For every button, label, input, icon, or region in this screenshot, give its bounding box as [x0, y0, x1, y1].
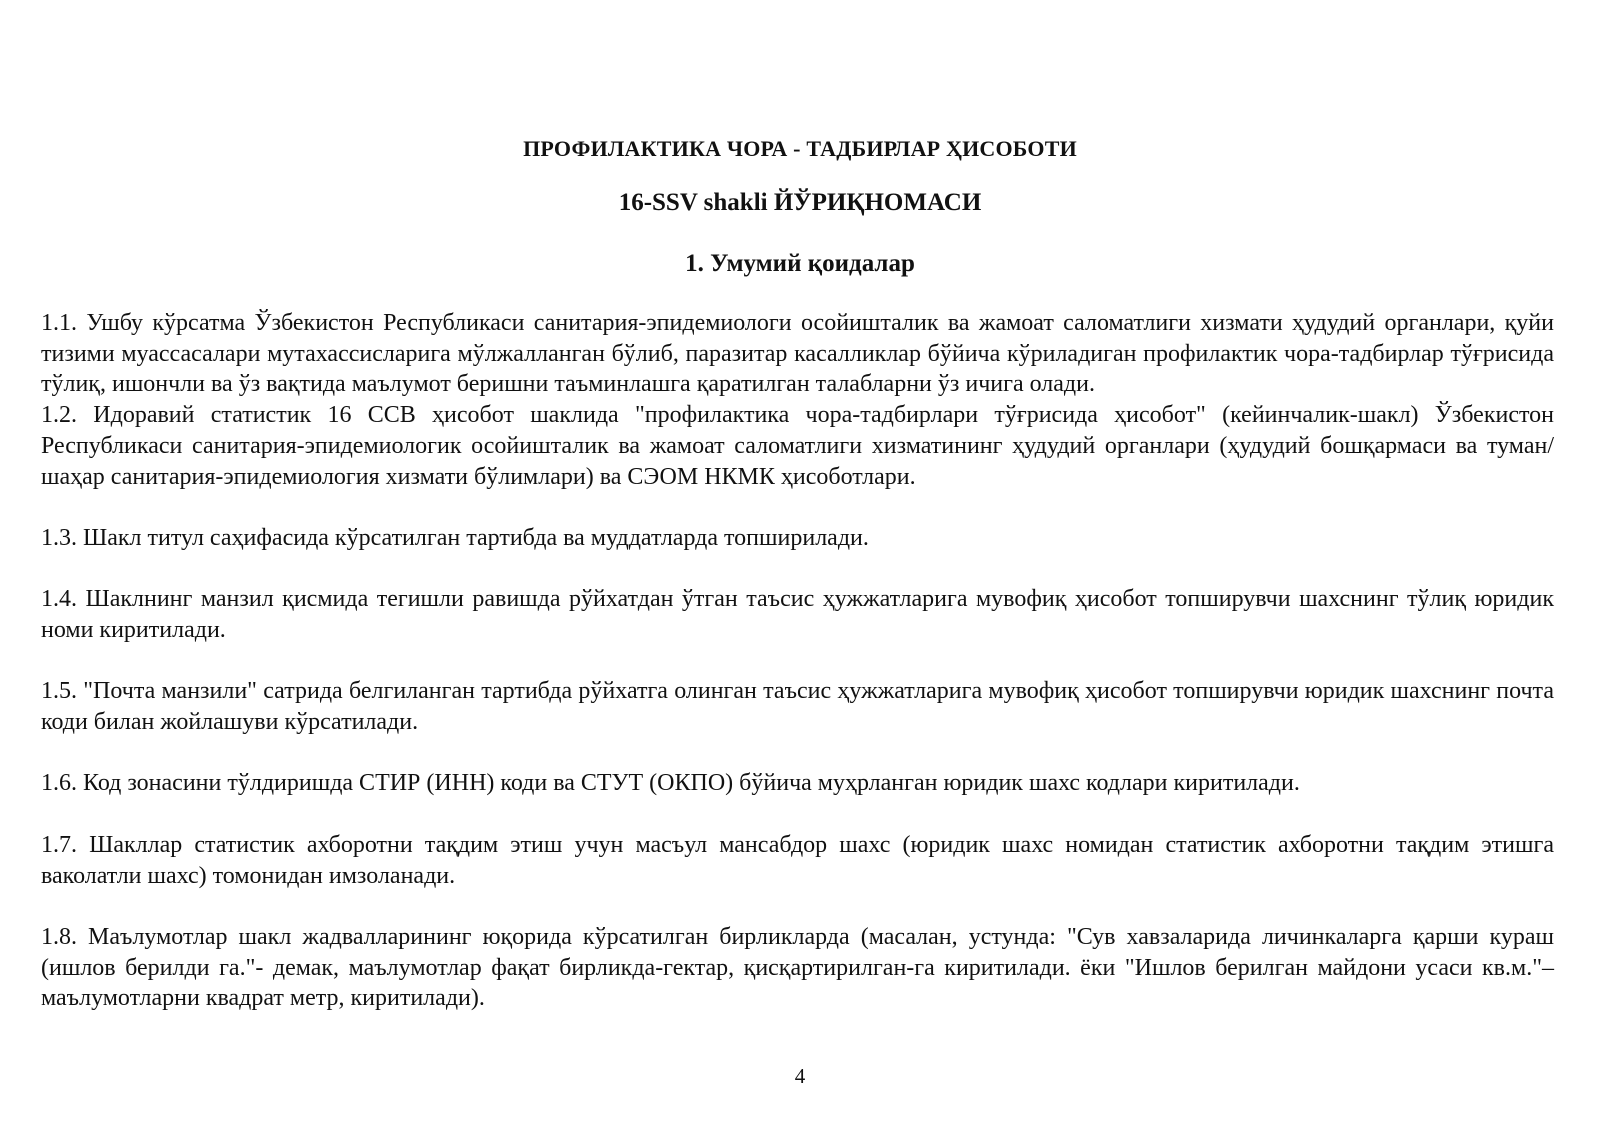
paragraph-spacer [41, 799, 1554, 830]
paragraph-1-7: 1.7. Шакллар статистик ахборотни тақдим этиш учун масъул мансабдор шахс (юридик шахс номидан статистик ахборотни тақдим этишга ваколатли шахс) томонидан имзоланади. [41, 831, 1554, 889]
paragraph-spacer [41, 492, 1554, 523]
paragraph-1-2: 1.2. Идоравий статистик 16 ССВ ҳисобот шаклида "профилактика чора-тадбирлари тўғрисида ҳисобот" (кейинчалик-шакл) Ўзбекистон Республикаси санитария-эпидемиологик осойишталик ва жамоат саломатлиги хизматининг ҳудудий органлари (ҳудудий бошқармаси ва туман/шаҳар санитария-эпидемиология хизмати бўлимлари) ва СЭОМ НКМК ҳисоботлари. [41, 402, 1554, 490]
document-body [41, 308, 1554, 1014]
paragraph-spacer [41, 738, 1554, 769]
paragraph-1-1: 1.1. Ушбу кўрсатма Ўзбекистон Республикаси санитария-эпидемиологи осойишталик ва жамоат саломатлиги хизмати ҳудудий органлари, қуйи тизими муассасалари мутахассисларига мўлжалланган бўлиб, паразитар касалликлар бўйича кўриладиган профилактик чора-тадбирлар тўғрисида тўлиқ, ишончли ва ўз вақтида маълумот беришни таъминлашга қаратилган талабларни ўз ичига олади. [41, 310, 1554, 398]
paragraph-1-4: 1.4. Шаклнинг манзил қисмида тегишли равишда рўйхатдан ўтган таъсис ҳужжатларига мувофиқ ҳисобот топширувчи шахснинг тўлиқ юридик номи киритилади. [41, 586, 1554, 643]
paragraph-1-3: 1.3. Шакл титул саҳифасида кўрсатилган тартибда ва муддатларда топширилади. [41, 524, 869, 551]
paragraph-1-8: 1.8. Маълумотлар шакл жадвалларининг юқорида кўрсатилган бирликларда (масалан, устунда: "Сув хавзаларида личинкаларга қарши кураш (ишлов берилди га."- демак, маълумотлар фақат бирликда-гектар, қисқартирилган-га киритилади. ёки "Ишлов берилган майдони усаси кв.м."– маълумотларни квадрат метр, киритилади). [41, 923, 1554, 1012]
paragraph-spacer [41, 646, 1554, 677]
section-heading: 1. Умумий қоидалар [685, 250, 915, 277]
paragraph-1-5: 1.5. "Почта манзили" сатрида белгиланган тартибда рўйхатга олинган таъсис ҳужжатларига мувофиқ ҳисобот топширувчи юридик шахснинг почта коди билан жойлашуви кўрсатилади. [41, 678, 1554, 736]
page-number: 4 [794, 1064, 806, 1088]
document-title: ПРОФИЛАКТИКА ЧОРА - ТАДБИРЛАР ҲИСОБОТИ [523, 136, 1077, 161]
document-subtitle: 16-SSV shakli ЙЎРИҚНОМАСИ [618, 189, 982, 216]
paragraph-1-6: 1.6. Код зонасини тўлдиришда СТИР (ИНН) коди ва СТУТ (ОКПО) бўйича муҳрланган юридик шахс кодлари киритилади. [41, 770, 1300, 797]
paragraph-spacer [41, 554, 1554, 585]
paragraph-spacer [41, 891, 1554, 922]
